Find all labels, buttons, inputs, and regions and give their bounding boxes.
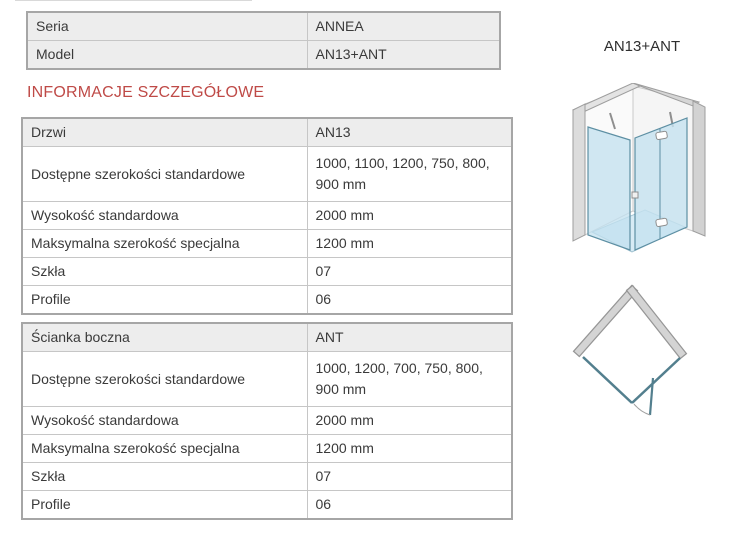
row-label: Wysokość standardowa	[22, 202, 307, 230]
table-row	[22, 435, 512, 463]
row-value: 1000, 1200, 700, 750, 800, 900 mm	[307, 352, 512, 407]
table-row	[27, 41, 500, 70]
hinge-icon	[656, 218, 668, 227]
row-label: Maksymalna szerokość specjalna	[22, 435, 307, 463]
door-header-label: Drzwi	[22, 118, 307, 147]
hinge-icon	[656, 131, 668, 140]
table-row	[27, 12, 500, 41]
diagram-title: AN13+ANT	[603, 38, 681, 55]
door-handle-icon	[632, 192, 638, 198]
model-label: Model	[27, 41, 307, 70]
row-label: Szkła	[22, 463, 307, 491]
floorplan-top-view-icon	[570, 283, 730, 445]
wall-post-right	[693, 101, 705, 236]
door-header-value: AN13	[307, 118, 512, 147]
row-label: Wysokość standardowa	[22, 407, 307, 435]
row-value: 2000 mm	[307, 202, 512, 230]
plan-door-closed	[632, 358, 680, 403]
wall-post-left	[573, 104, 585, 241]
row-value: 1000, 1100, 1200, 750, 800, 900 mm	[307, 147, 512, 202]
row-label: Dostępne szerokości standardowe	[22, 147, 307, 202]
table-row	[22, 258, 512, 286]
plan-wall-right-fill	[632, 291, 681, 353]
row-value: 1200 mm	[307, 230, 512, 258]
side-panel-header-label: Ścianka boczna	[22, 323, 307, 352]
table-header-row	[22, 118, 512, 147]
row-label: Maksymalna szerokość specjalna	[22, 230, 307, 258]
table-row	[22, 202, 512, 230]
shower-enclosure-3d-icon	[562, 83, 737, 258]
series-label: Seria	[27, 12, 307, 41]
table-row	[22, 286, 512, 315]
table-row	[22, 491, 512, 520]
row-label: Profile	[22, 491, 307, 520]
row-value: 06	[307, 491, 512, 520]
plan-side-panel	[583, 357, 632, 403]
row-label: Szkła	[22, 258, 307, 286]
row-value: 1200 mm	[307, 435, 512, 463]
table-row	[22, 230, 512, 258]
door-swing-arc	[634, 404, 650, 415]
table-row	[22, 147, 512, 202]
row-label: Profile	[22, 286, 307, 315]
series-model-table	[26, 11, 501, 70]
row-label: Dostępne szerokości standardowe	[22, 352, 307, 407]
plan-door-open	[650, 378, 653, 415]
row-value: 06	[307, 286, 512, 315]
side-panel-header-value: ANT	[307, 323, 512, 352]
row-value: 07	[307, 258, 512, 286]
row-value: 07	[307, 463, 512, 491]
side-panel-spec-table	[21, 322, 513, 520]
section-heading: INFORMACJE SZCZEGÓŁOWE	[27, 84, 265, 101]
table-row	[22, 352, 512, 407]
table-header-row	[22, 323, 512, 352]
table-row	[22, 463, 512, 491]
series-value: ANNEA	[307, 12, 500, 41]
top-divider-line	[15, 0, 252, 1]
door-spec-table	[21, 117, 513, 315]
model-value: AN13+ANT	[307, 41, 500, 70]
glass-side-panel	[588, 127, 630, 250]
plan-wall-left-fill	[579, 291, 632, 351]
table-row	[22, 407, 512, 435]
row-value: 2000 mm	[307, 407, 512, 435]
